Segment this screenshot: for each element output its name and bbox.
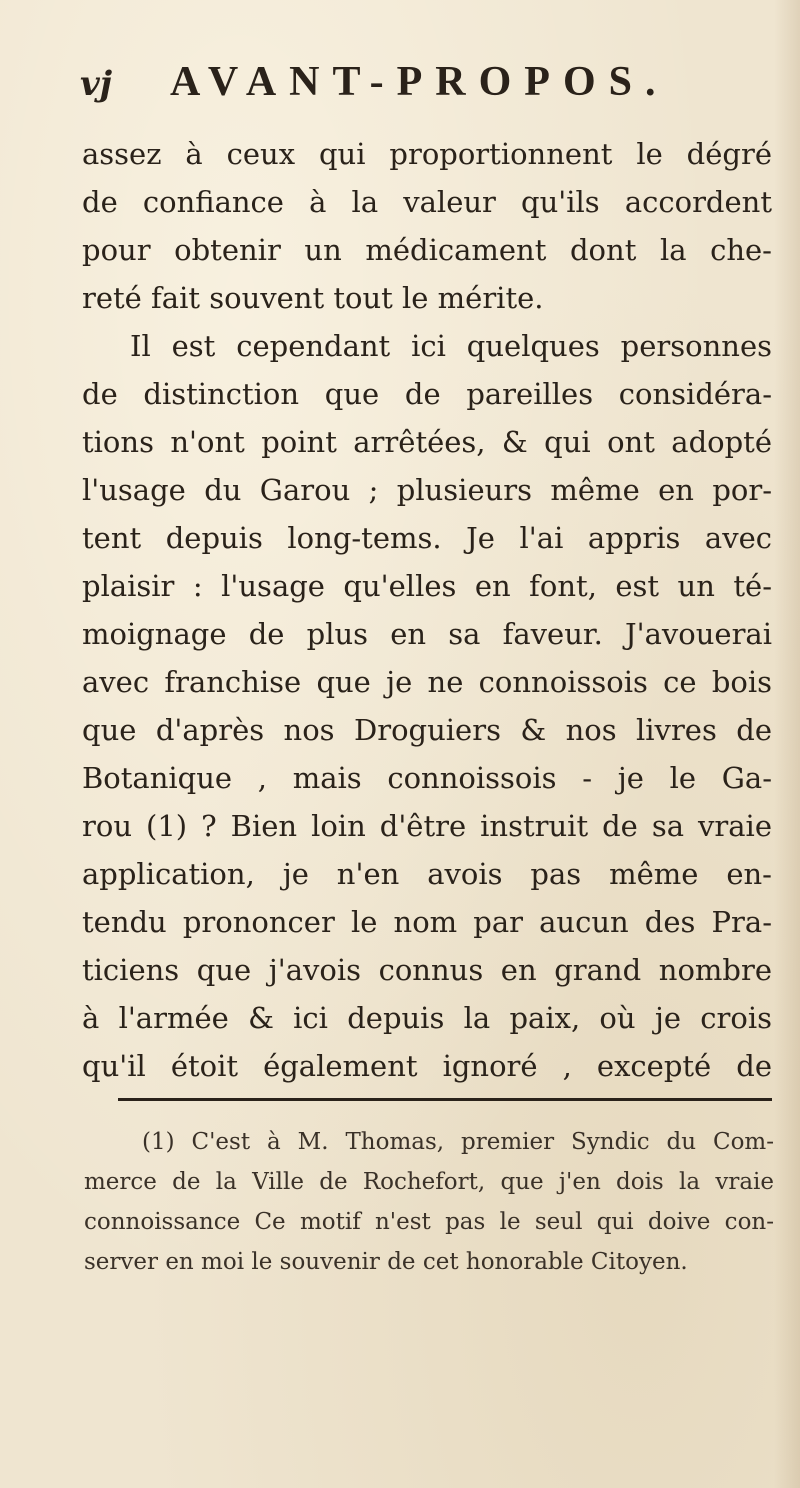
text-line: moignage de plus en sa faveur. J'avouerai xyxy=(82,617,772,651)
text-line: Botanique , mais connoissois - je le Ga- xyxy=(82,761,772,795)
footnote xyxy=(84,1122,774,1282)
text-line: reté fait souvent tout le mérite. xyxy=(82,281,544,315)
text-line: tions n'ont point arrêtées, & qui ont adopté xyxy=(82,425,772,459)
text-line: l'usage du Garou ; plusieurs même en por- xyxy=(82,473,772,507)
text-line: rou (1) ? Bien loin d'être instruit de sa vraie xyxy=(82,809,772,843)
text-line: assez à ceux qui proportionnent le dégré xyxy=(82,137,772,171)
text-line: Il est cependant ici quelques personnes xyxy=(130,329,772,363)
text-line: plaisir : l'usage qu'elles en font, est un té- xyxy=(82,569,772,603)
footnote-separator xyxy=(118,1098,772,1101)
text-line: de distinction que de pareilles considéra- xyxy=(82,377,772,411)
footnote-line: server en moi le souvenir de cet honorable Citoyen. xyxy=(84,1249,688,1275)
running-title: AVANT-PROPOS. xyxy=(170,59,669,105)
footnote-line: merce de la Ville de Rochefort, que j'en dois la vraie xyxy=(84,1169,774,1195)
footnote-line: connoissance Ce motif n'est pas le seul qui doive con- xyxy=(84,1209,774,1235)
text-line: tent depuis long-tems. Je l'ai appris avec xyxy=(82,521,772,555)
text-line: avec franchise que je ne connoissois ce bois xyxy=(82,665,772,699)
text-line: que d'après nos Droguiers & nos livres de xyxy=(82,713,772,747)
text-line: ticiens que j'avois connus en grand nombre xyxy=(82,953,772,987)
text-line: pour obtenir un médicament dont la che- xyxy=(82,233,772,267)
text-line: tendu prononcer le nom par aucun des Pra- xyxy=(82,905,772,939)
body-text xyxy=(82,130,772,1090)
text-line: application, je n'en avois pas même en- xyxy=(82,857,772,891)
text-line: de confiance à la valeur qu'ils accordent xyxy=(82,185,772,219)
footnote-line: (1) C'est à M. Thomas, premier Syndic du Com- xyxy=(142,1129,774,1155)
text-line: à l'armée & ici depuis la paix, où je crois xyxy=(82,1001,772,1035)
page-number: vj xyxy=(80,64,113,104)
text-line: qu'il étoit également ignoré , excepté de xyxy=(82,1049,772,1083)
running-header xyxy=(80,58,770,114)
